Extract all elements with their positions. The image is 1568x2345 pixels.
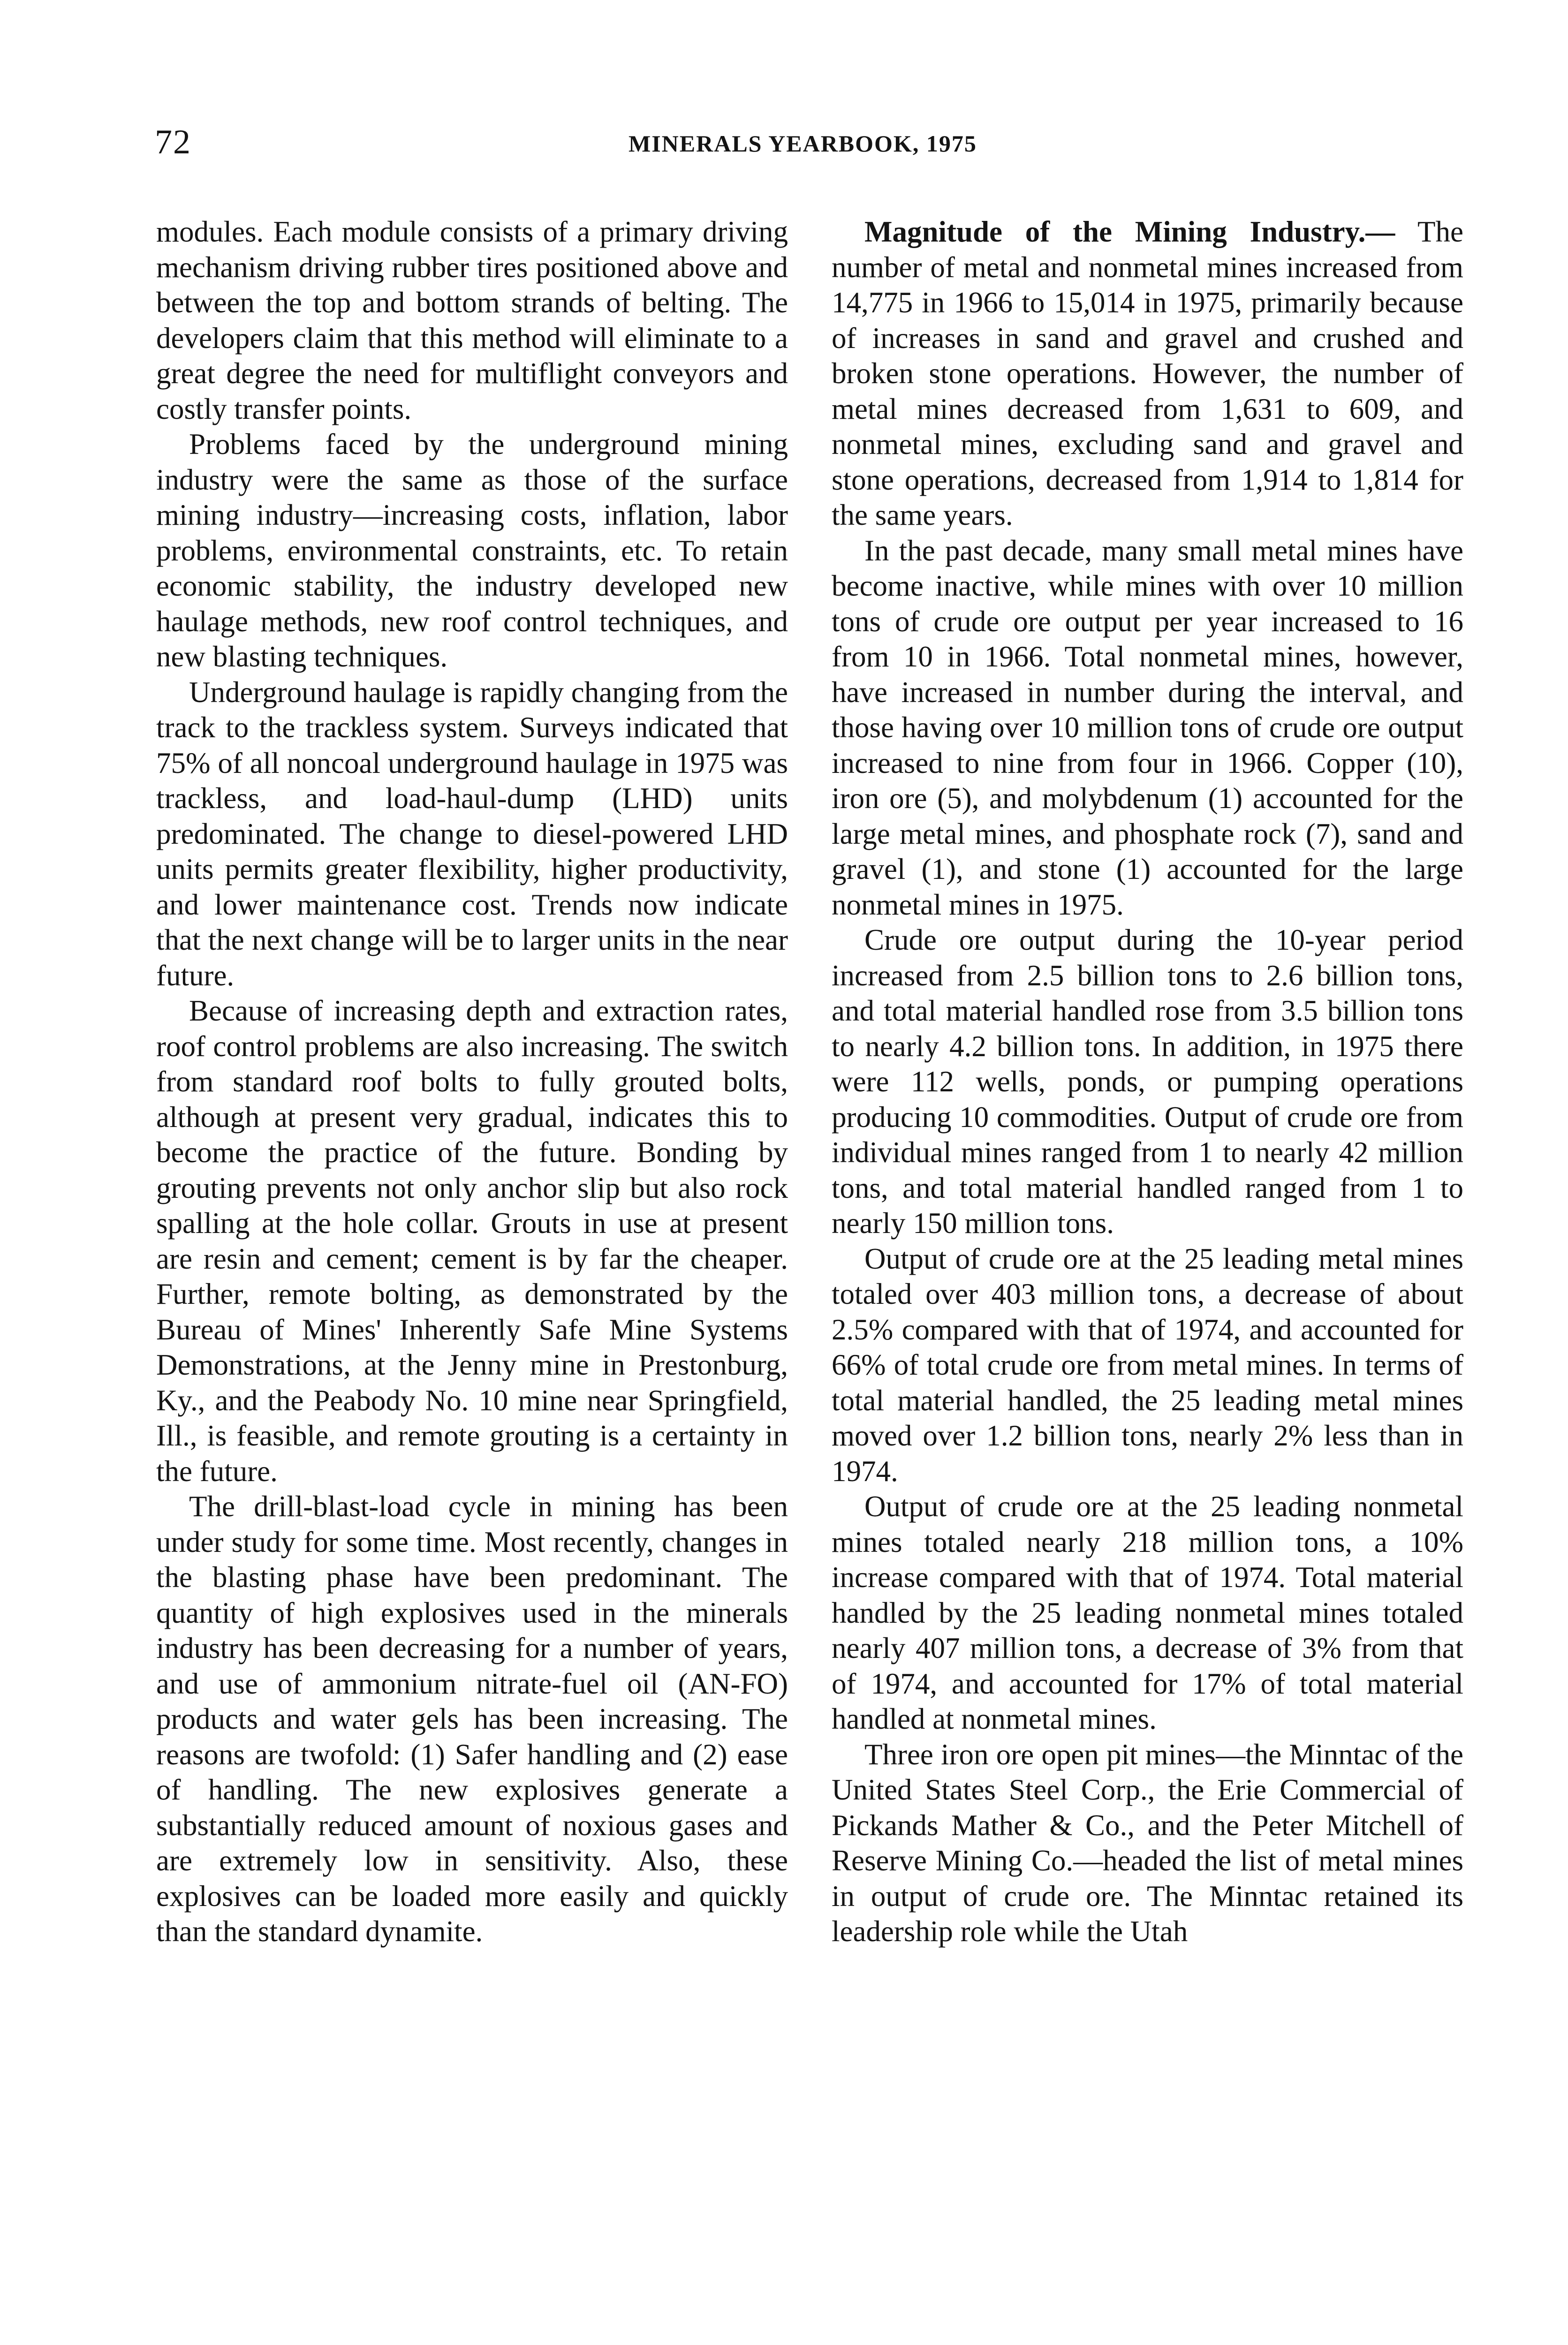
left-paragraph-5: The drill-blast-load cycle in mining has been under study for some time. Most recently, changes in the blasting phase have been predominant. The quantity of high explosives used in the minerals industry has been decreasing for a number of years, and use of ammonium nitrate-fuel oil (AN-FO) products and water gels has been increasing. The reasons are twofold: (1) Safer handling and (2) ease of handling. The new explosives generate a substantially reduced amount of noxious gases and are extremely low in sensitivity. Also, these explosives can be loaded more easily and quickly than the standard dynamite. — [156, 1490, 788, 1948]
left-column — [156, 214, 788, 1950]
right-paragraph-3: Crude ore output during the 10-year period increased from 2.5 billion tons to 2.6 billion tons, and total material handled rose from 3.5 billion tons to nearly 4.2 billion tons. In addition, in 1975 there were 112 wells, ponds, or pumping operations producing 10 commodities. Output of crude ore from individual mines ranged from 1 to nearly 42 million tons, and total material handled ranged from 1 to nearly 150 million tons. — [832, 923, 1463, 1240]
right-paragraph-1 — [832, 214, 1463, 533]
right-paragraph-5: Output of crude ore at the 25 leading nonmetal mines totaled nearly 218 million tons, a 10% increase compared with that of 1974. Total material handled by the 25 leading nonmetal mines totaled nearly 407 million tons, a decrease of 3% from that of 1974, and accounted for 17% of total material handled at nonmetal mines. — [832, 1490, 1463, 1735]
right-paragraph-4: Output of crude ore at the 25 leading metal mines totaled over 403 million tons, a decrease of about 2.5% compared with that of 1974, and accounted for 66% of total crude ore from metal mines. In terms of total material handled, the 25 leading metal mines moved over 1.2 billion tons, nearly 2% less than in 1974. — [832, 1242, 1463, 1488]
running-title: MINERALS YEARBOOK, 1975 — [629, 130, 977, 157]
page-number: 72 — [155, 123, 191, 161]
left-paragraph-2: Problems faced by the underground mining industry were the same as those of the surface mining industry—increasing costs, inflation, labor problems, environmental constraints, etc. To retain economic stability, the industry developed new haulage methods, new roof control techniques, and new blasting techniques. — [156, 428, 788, 673]
left-paragraph-4: Because of increasing depth and extraction rates, roof control problems are also increasing. The switch from standard roof bolts to fully grouted bolts, although at present very gradual, indicates this to become the practice of the future. Bonding by grouting prevents not only anchor slip but also rock spalling at the hole collar. Grouts in use at present are resin and cement; cement is by far the cheaper. Further, remote bolting, as demonstrated by the Bureau of Mines' Inherently Safe Mine Systems Demonstrations, at the Jenny mine in Prestonburg, Ky., and the Peabody No. 10 mine near Springfield, Ill., is feasible, and remote grouting is a certainty in the future. — [156, 994, 788, 1488]
page-header — [155, 121, 1482, 163]
right-paragraph-2: In the past decade, many small metal mines have become inactive, while mines with over 10 million tons of crude ore output per year increased to 16 from 10 in 1966. Total nonmetal mines, however, have increased in number during the interval, and those having over 10 million tons of crude ore output increased to nine from four in 1966. Copper (10), iron ore (5), and molybdenum (1) accounted for the large metal mines, and phosphate rock (7), sand and gravel (1), and stone (1) accounted for the large nonmetal mines in 1975. — [832, 534, 1463, 921]
left-paragraph-1: modules. Each module consists of a primary driving mechanism driving rubber tires positioned above and between the top and bottom strands of belting. The developers claim that this method will eliminate to a great degree the need for multiflight conveyors and costly transfer points. — [156, 215, 788, 425]
right-paragraph-1-text: The number of metal and nonmetal mines increased from 14,775 in 1966 to 15,014 in 1975, primarily because of increases in sand and gravel and crushed and broken stone operations. However, the number of metal mines decreased from 1,631 to 609, and nonmetal mines, excluding sand and gravel and stone operations, decreased from 1,914 to 1,814 for the same years. — [832, 215, 1463, 531]
left-paragraph-3: Underground haulage is rapidly changing from the track to the trackless system. Surveys indicated that 75% of all noncoal underground haulage in 1975 was trackless, and load-haul-dump (LHD) units predominated. The change to diesel-powered LHD units permits greater flexibility, higher productivity, and lower maintenance cost. Trends now indicate that the next change will be to larger units in the near future. — [156, 675, 788, 992]
right-paragraph-6: Three iron ore open pit mines—the Minntac of the United States Steel Corp., the Erie Commercial of Pickands Mather & Co., and the Peter Mitchell of Reserve Mining Co.—headed the list of metal mines in output of crude ore. The Minntac retained its leadership role while the Utah — [832, 1738, 1463, 1948]
section-heading: Magnitude of the Mining Industry.— — [864, 215, 1395, 248]
right-column — [832, 214, 1463, 1950]
